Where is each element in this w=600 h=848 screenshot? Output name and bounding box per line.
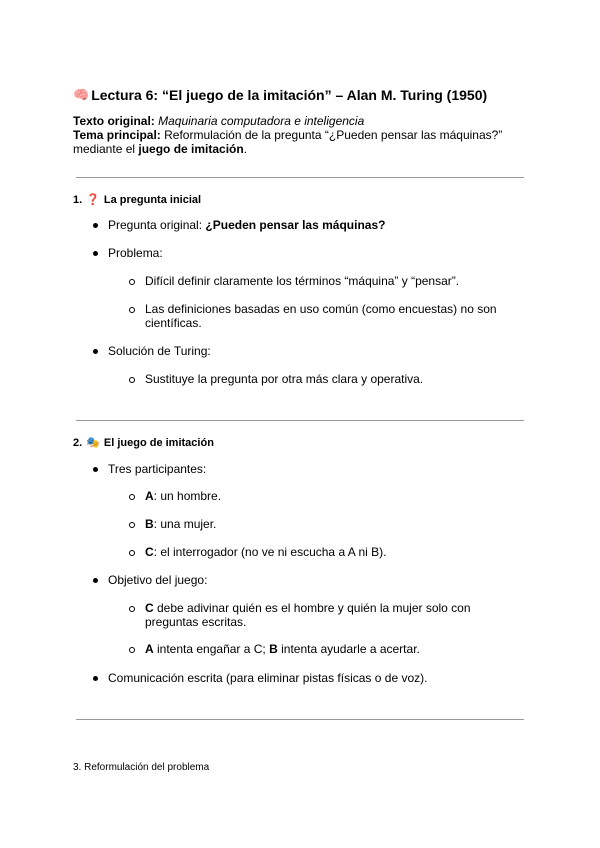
sub-bullet [129, 307, 135, 313]
list-item-participants: Tres participantes: [108, 462, 207, 476]
topic-end: . [243, 142, 248, 156]
topic-line [73, 128, 533, 156]
title-text: Lectura 6: “El juego de la imitación” – Alan M. Turing (1950) [91, 87, 488, 103]
sub-bullet [129, 647, 135, 653]
section-3-heading: 3. Reformulación del problema [73, 762, 210, 773]
sub-bullet [129, 606, 135, 612]
topic-bold: juego de imitación [138, 142, 244, 156]
divider [76, 420, 524, 421]
list-item-problem-sub2: Las definiciones basadas en uso común (como encuestas) no son científicas. [145, 302, 497, 330]
bullet [93, 467, 98, 472]
bullet [93, 578, 98, 583]
brain-icon: 🧠 [73, 87, 90, 102]
list-item-problem-sub1: Difícil definir claramente los términos “máquina” y “pensar”. [145, 274, 460, 288]
bullet [93, 349, 98, 354]
section-2-number: 2. [73, 436, 83, 449]
section-1-title: La pregunta inicial [103, 193, 202, 206]
list-item-b: B: una mujer. [145, 517, 217, 531]
original-value: Maquinaria computadora e inteligencia [158, 114, 365, 128]
list-item-solution-sub1: Sustituye la pregunta por otra más clara y operativa. [145, 372, 424, 386]
original-text-line [73, 114, 533, 128]
original-label: Texto original: [73, 114, 155, 128]
list-item-communication: Comunicación escrita (para eliminar pistas físicas o de voz). [108, 671, 428, 685]
sub-bullet [129, 377, 135, 383]
divider [76, 177, 524, 178]
section-2-title: El juego de imitación [103, 436, 214, 449]
list-item-objective-sub1: C debe adivinar quién es el hombre y quién la mujer solo con preguntas escritas. [145, 601, 471, 629]
theater-masks-icon: 🎭 [86, 437, 100, 449]
topic-label: Tema principal: [73, 128, 161, 142]
section-2-heading [73, 436, 214, 449]
bullet [93, 223, 98, 228]
section-1-heading [73, 193, 201, 206]
page-title [73, 87, 487, 103]
bullet [93, 676, 98, 681]
list-item-solution: Solución de Turing: [108, 344, 211, 358]
section-1-number: 1. [73, 193, 83, 206]
list-item-objective: Objetivo del juego: [108, 573, 208, 587]
list-item-objective-sub2: A intenta engañar a C; B intenta ayudarle a acertar. [145, 642, 420, 656]
sub-bullet [129, 494, 135, 500]
lecture-meta [73, 114, 533, 156]
question-mark-icon: ❓ [86, 194, 100, 206]
list-item-a: A: un hombre. [145, 489, 222, 503]
sub-bullet [129, 550, 135, 556]
sub-bullet [129, 522, 135, 528]
topic-text: Reformulación de la pregunta “¿Pueden pensar las máquinas?” mediante el [73, 128, 503, 156]
sub-bullet [129, 279, 135, 285]
list-item-problem: Problema: [108, 246, 163, 260]
bullet [93, 251, 98, 256]
list-item-c: C: el interrogador (no ve ni escucha a A ni B). [145, 545, 387, 559]
list-item-original-question: Pregunta original: ¿Pueden pensar las máquinas? [108, 218, 386, 232]
divider [76, 719, 524, 720]
